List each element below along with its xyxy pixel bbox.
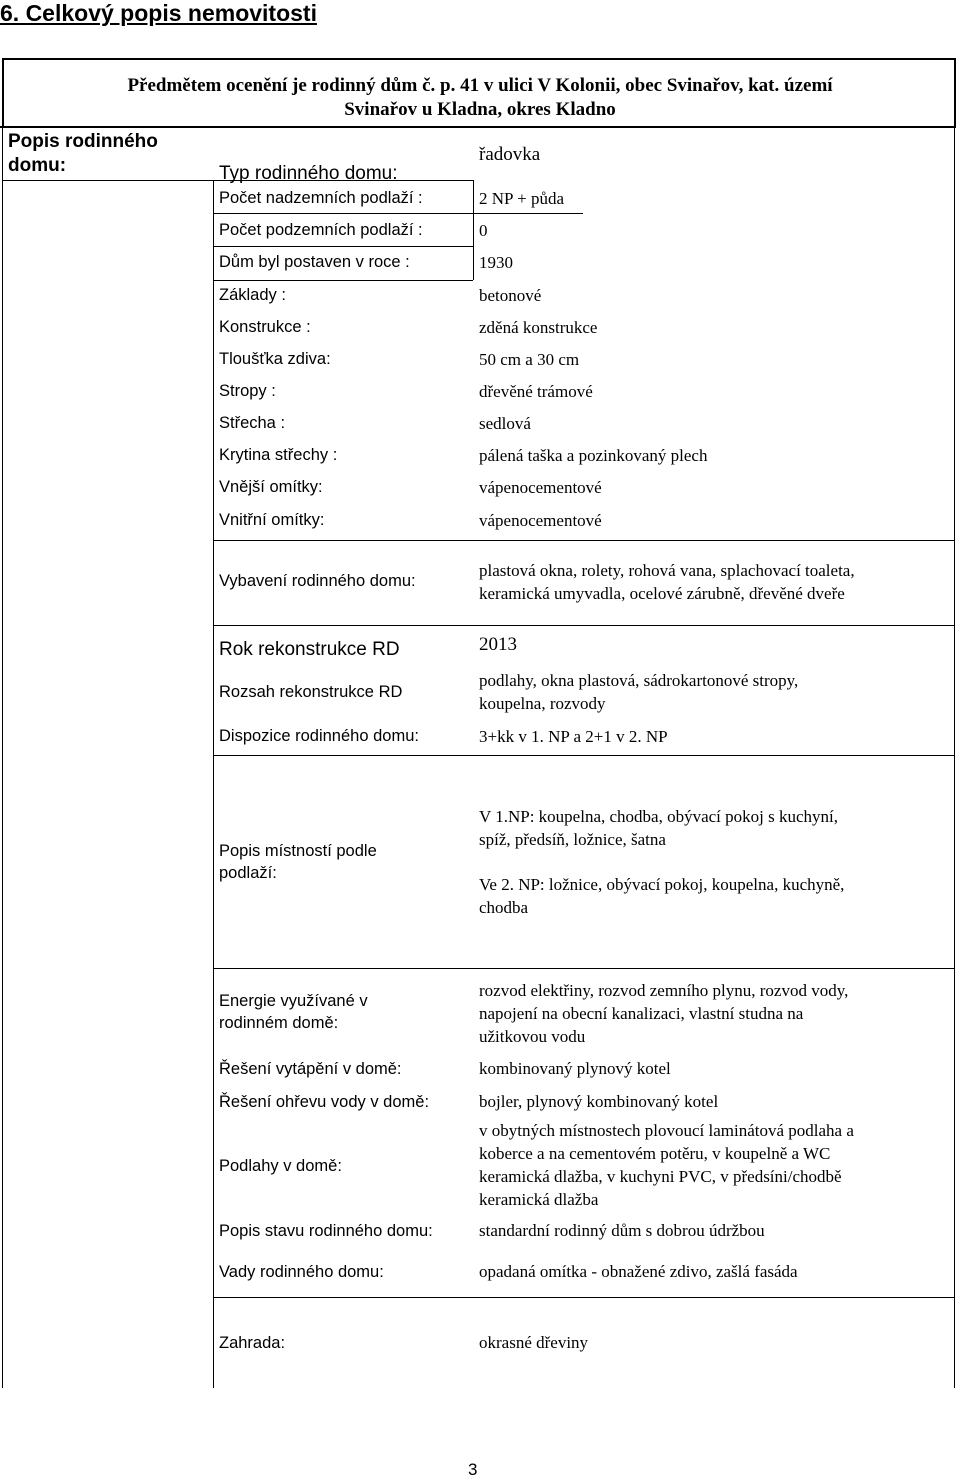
floors-below-label: Počet podzemních podlaží : <box>219 221 423 239</box>
layout-label: Dispozice rodinného domu: <box>219 727 419 745</box>
floors-value-line-2: koberce a na cementovém potěru, v koupelně a WC <box>479 1144 831 1163</box>
subject-line-2: Svinařov u Kladna, okres Kladno <box>344 99 616 120</box>
rooms-description-label <box>219 840 377 884</box>
rooms-description-value <box>479 805 844 919</box>
water-heating-label: Řešení ohřevu vody v domě: <box>219 1093 430 1111</box>
left-label-divider <box>2 180 213 181</box>
rooms-spacer <box>479 851 844 873</box>
energy-label <box>219 990 368 1034</box>
wall-thickness-value: 50 cm a 30 cm <box>479 350 580 369</box>
row-divider <box>213 280 473 281</box>
reconstruction-scope-line-1: podlahy, okna plastová, sádrokartonové stropy, <box>479 671 799 690</box>
defects-value: opadaná omítka - obnažené zdivo, zašlá fasáda <box>479 1262 798 1281</box>
roofing-value: pálená taška a pozinkovaný plech <box>479 446 708 465</box>
garden-label: Zahrada: <box>219 1334 286 1352</box>
condition-value: standardní rodinný dům s dobrou údržbou <box>479 1221 765 1240</box>
roofing-label: Krytina střechy : <box>219 446 338 464</box>
section-divider <box>213 1297 954 1298</box>
reconstruction-scope-label: Rozsah rekonstrukce RD <box>219 683 403 701</box>
interior-plaster-label: Vnitřní omítky: <box>219 511 325 529</box>
garden-value: okrasné dřeviny <box>479 1333 589 1352</box>
interior-plaster-value: vápenocementové <box>479 511 602 530</box>
rooms-description-label-line-1: Popis místností podle <box>219 842 377 860</box>
foundations-label: Základy : <box>219 286 286 304</box>
row-divider <box>213 246 473 247</box>
roof-value: sedlová <box>479 414 531 433</box>
subject-line-1: Předmětem ocenění je rodinný dům č. p. 41 v ulici V Kolonii, obec Svinařov, kat. území <box>127 75 833 96</box>
floors-label: Podlahy v domě: <box>219 1157 342 1175</box>
house-type-value: řadovka <box>479 144 541 165</box>
reconstruction-scope-value <box>479 669 798 715</box>
construction-label: Konstrukce : <box>219 318 311 336</box>
rooms-floor2-line-1: Ve 2. NP: ložnice, obývací pokoj, koupelna, kuchyně, <box>479 875 845 894</box>
floors-value-line-3: keramická dlažba, v kuchyni PVC, v předsíni/chodbě <box>479 1167 842 1186</box>
energy-label-line-1: Energie využívané v <box>219 992 368 1010</box>
section-divider <box>213 540 954 541</box>
row-divider <box>473 213 583 214</box>
construction-value: zděná konstrukce <box>479 318 598 337</box>
wall-thickness-label: Tloušťka zdiva: <box>219 350 331 368</box>
equipment-value-line-2: keramická umyvadla, ocelové zárubně, dřevěné dveře <box>479 584 845 603</box>
rooms-floor1-line-2: spíž, předsíň, ložnice, šatna <box>479 830 666 849</box>
floors-value-line-1: v obytných místnostech plovoucí laminátová podlaha a <box>479 1121 854 1140</box>
energy-value-line-1: rozvod elektřiny, rozvod zemního plynu, rozvod vody, <box>479 981 849 1000</box>
house-description-label-line-2: domu: <box>8 155 67 176</box>
built-year-value: 1930 <box>479 253 513 272</box>
table-left-border <box>2 126 3 1388</box>
page-number: 3 <box>468 1460 478 1479</box>
condition-label: Popis stavu rodinného domu: <box>219 1222 433 1240</box>
floors-below-value: 0 <box>479 221 488 240</box>
built-year-label: Dům byl postaven v roce : <box>219 253 410 271</box>
equipment-value-line-1: plastová okna, rolety, rohová vana, splachovací toaleta, <box>479 561 855 580</box>
roof-label: Střecha : <box>219 414 286 432</box>
subject-text <box>20 74 940 122</box>
value-column-border <box>473 180 474 280</box>
house-description-label <box>8 130 198 178</box>
reconstruction-scope-line-2: koupelna, rozvody <box>479 694 606 713</box>
table-top-border <box>0 126 956 128</box>
energy-value-line-3: užitkovou vodu <box>479 1027 586 1046</box>
ceilings-value: dřevěné trámové <box>479 382 593 401</box>
ceilings-label: Stropy : <box>219 382 276 400</box>
section-title: 6. Celkový popis nemovitosti <box>0 0 317 26</box>
section-divider <box>213 755 954 756</box>
rooms-floor2-line-2: chodba <box>479 898 529 917</box>
heating-label: Řešení vytápění v domě: <box>219 1060 402 1078</box>
equipment-label: Vybavení rodinného domu: <box>219 572 416 590</box>
floors-above-label: Počet nadzemních podlaží : <box>219 189 423 207</box>
defects-label: Vady rodinného domu: <box>219 1263 384 1281</box>
floors-value-line-4: keramická dlažba <box>479 1190 599 1209</box>
reconstruction-year-value: 2013 <box>479 634 517 655</box>
layout-value: 3+kk v 1. NP a 2+1 v 2. NP <box>479 727 668 746</box>
table-right-border <box>954 126 955 1388</box>
section-divider <box>213 968 954 969</box>
exterior-plaster-label: Vnější omítky: <box>219 478 323 496</box>
floors-above-value: 2 NP + půda <box>479 189 564 208</box>
house-type-label: Typ rodinného domu: <box>219 163 398 184</box>
reconstruction-year-label: Rok rekonstrukce RD <box>219 639 400 660</box>
water-heating-value: bojler, plynový kombinovaný kotel <box>479 1092 719 1111</box>
floors-value <box>479 1119 854 1211</box>
equipment-value <box>479 559 855 605</box>
rooms-description-label-line-2: podlaží: <box>219 864 277 882</box>
energy-label-line-2: rodinném domě: <box>219 1014 339 1032</box>
energy-value-line-2: napojení na obecní kanalizaci, vlastní studna na <box>479 1004 804 1023</box>
foundations-value: betonové <box>479 286 542 305</box>
row-divider <box>213 213 473 214</box>
heating-value: kombinovaný plynový kotel <box>479 1059 671 1078</box>
house-description-label-line-1: Popis rodinného <box>8 131 158 152</box>
label-column-border <box>213 180 214 1388</box>
exterior-plaster-value: vápenocementové <box>479 478 602 497</box>
energy-value <box>479 979 848 1048</box>
section-divider <box>213 625 954 626</box>
rooms-floor1-line-1: V 1.NP: koupelna, chodba, obývací pokoj s kuchyní, <box>479 807 839 826</box>
